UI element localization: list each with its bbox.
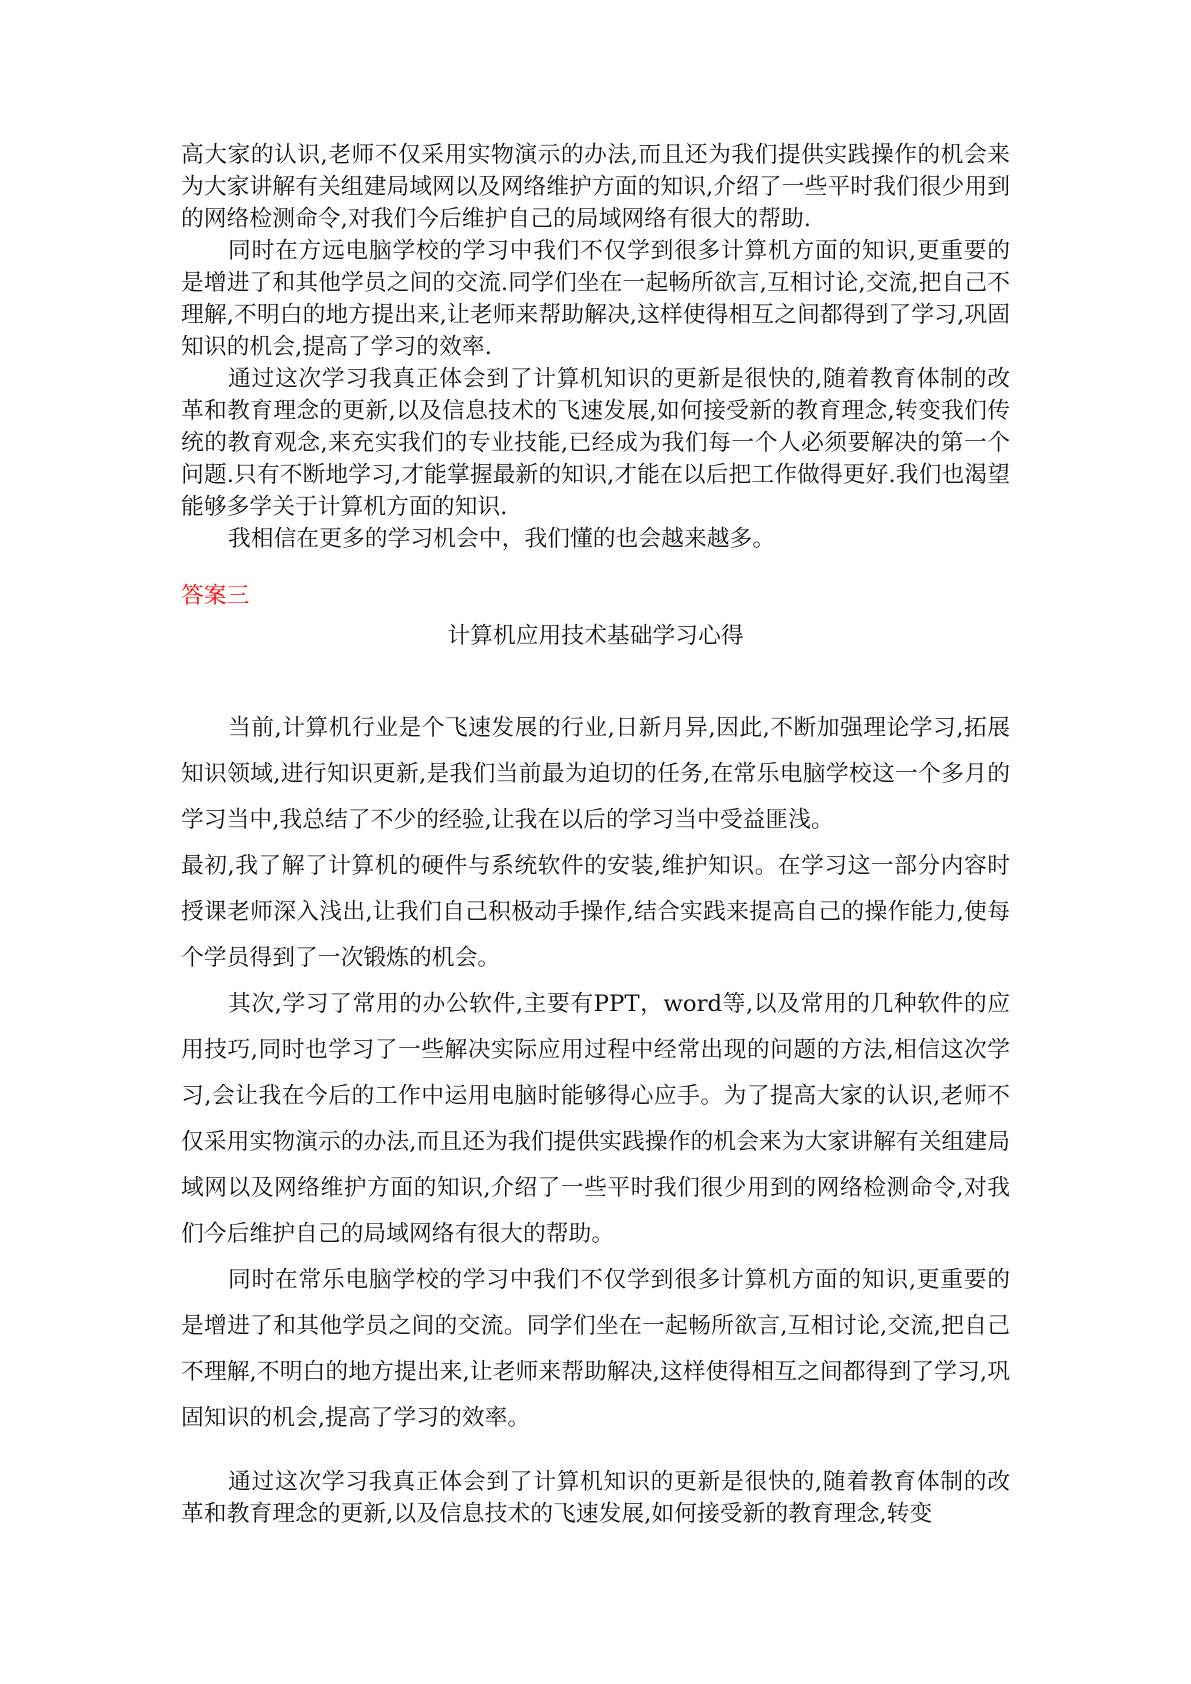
paragraph: 同时在常乐电脑学校的学习中我们不仅学到很多计算机方面的知识,更重要的是增进了和其他学员之间的交流。同学们坐在一起畅所欲言,互相讨论,交流,把自己不理解,不明白的地方提出来,让老师来帮助解决,这样使得相互之间都得到了学习,巩固知识的机会,提高了学习的效率。 xyxy=(181,1267,1010,1431)
answer-label: 答案三 xyxy=(181,583,250,609)
paragraph: 最初,我了解了计算机的硬件与系统软件的安装,维护知识。在学习这一部分内容时授课老师深入浅出,让我们自己积极动手操作,结合实践来提高自己的操作能力,使每个学员得到了一次锻炼的机会。 xyxy=(181,853,1010,971)
paragraph: 通过这次学习我真正体会到了计算机知识的更新是很快的,随着教育体制的改革和教育理念的更新,以及信息技术的飞速发展,如何接受新的教育理念,转变 xyxy=(181,1469,1010,1527)
paragraph: 其次,学习了常用的办公软件,主要有PPT，word等,以及常用的几种软件的应用技巧,同时也学习了一些解决实际应用过程中经常出现的问题的方法,相信这次学习,会让我在今后的工作中运用电脑时能够得心应手。为了提高大家的认识,老师不仅采用实物演示的办法,而且还为我们提供实践操作的机会来为大家讲解有关组建局域网以及网络维护方面的知识,介绍了一些平时我们很少用到的网络检测命令,对我们今后维护自己的局域网络有很大的帮助。 xyxy=(181,991,1010,1247)
paragraph: 通过这次学习我真正体会到了计算机知识的更新是很快的,随着教育体制的改革和教育理念的更新,以及信息技术的飞速发展,如何接受新的教育理念,转变我们传统的教育观念,来充实我们的专业技能,已经成为我们每一个人必须要解决的第一个问题.只有不断地学习,才能掌握最新的知识,才能在以后把工作做得更好.我们也渴望能够多学关于计算机方面的知识. xyxy=(181,366,1010,520)
section-one xyxy=(181,139,1010,555)
paragraph: 高大家的认识,老师不仅采用实物演示的办法,而且还为我们提供实践操作的机会来为大家讲解有关组建局域网以及网络维护方面的知识,介绍了一些平时我们很少用到的网络检测命令,对我们今后维护自己的局域网络有很大的帮助. xyxy=(181,142,1010,232)
paragraph: 同时在方远电脑学校的学习中我们不仅学到很多计算机方面的知识,更重要的是增进了和其他学员之间的交流.同学们坐在一起畅所欲言,互相讨论,交流,把自己不理解,不明白的地方提出来,让老师来帮助解决,这样使得相互之间都得到了学习,巩固知识的机会,提高了学习的效率. xyxy=(181,238,1010,360)
section-two xyxy=(181,705,1010,1441)
document-title: 计算机应用技术基础学习心得 xyxy=(447,623,744,649)
paragraph: 我相信在更多的学习机会中，我们懂的也会越来越多。 xyxy=(228,526,776,552)
section-three xyxy=(181,1466,1010,1530)
paragraph: 当前,计算机行业是个飞速发展的行业,日新月异,因此,不断加强理论学习,拓展知识领域,进行知识更新,是我们当前最为迫切的任务,在常乐电脑学校这一个多月的学习当中,我总结了不少的经验,让我在以后的学习当中受益匪浅。 xyxy=(181,715,1010,833)
